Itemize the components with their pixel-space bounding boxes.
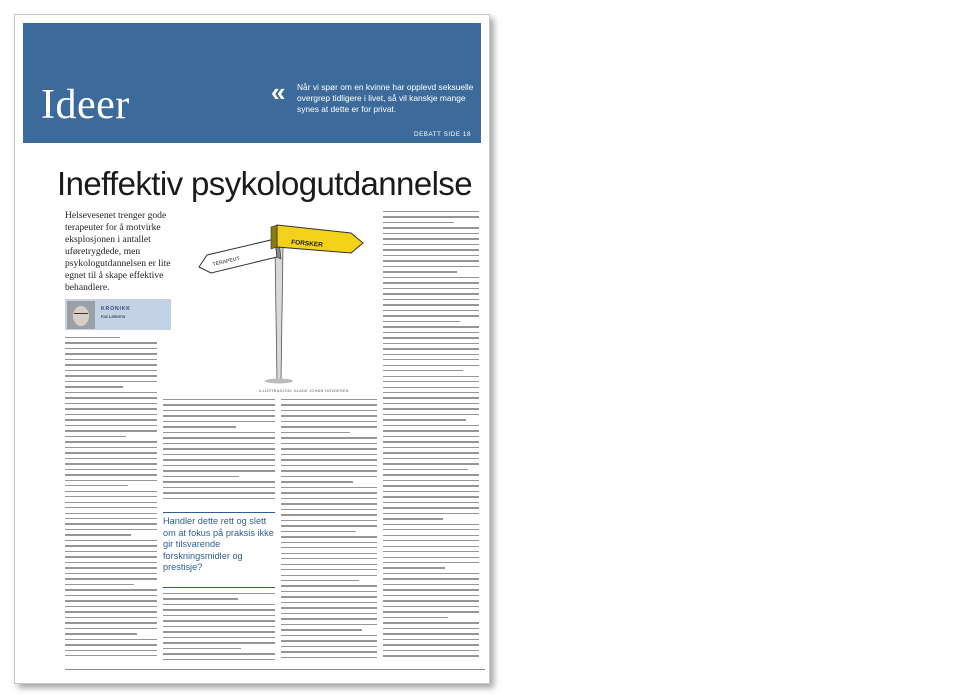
body-text-line [281,591,377,592]
body-text-line [281,426,377,427]
body-text-line [281,624,377,625]
body-text-line [281,646,377,647]
body-text-line [163,410,275,411]
body-text-line [163,459,275,460]
body-text-line [65,534,131,535]
body-text-line [281,651,377,652]
body-text-line [163,415,275,416]
body-text-line [383,469,468,470]
body-text-line [383,524,479,525]
body-text-line [383,436,479,437]
body-text-line [65,584,134,585]
body-text-line [65,430,157,431]
newspaper-page [14,14,490,684]
body-text-line [383,611,479,612]
sign-terapeut [199,239,281,273]
body-text-line [281,613,377,614]
body-text-line [65,370,157,371]
body-text-line [383,628,479,629]
body-text-line [383,408,479,409]
body-text-line [281,607,377,608]
body-text-line [163,615,275,616]
body-text-line [383,584,479,585]
body-text-line [281,580,359,581]
body-text-line [65,337,120,338]
body-text-line [65,480,157,481]
illustration-credit: ILLUSTRASJON: GLADE JOHAN HOVDESEN [259,389,349,393]
body-text-line [281,596,377,597]
body-text-line [65,600,157,601]
sign-right-label: FORSKER [290,239,324,249]
body-text-line [281,536,377,537]
body-text-line [383,315,479,316]
body-text-line [65,595,157,596]
body-text-line [383,332,479,333]
body-text-line [383,233,479,234]
body-text-line [383,441,479,442]
body-text-line [65,392,157,393]
body-text-line [281,443,377,444]
body-text-line [281,410,377,411]
body-text-line [163,465,275,466]
article-ingress: Helsevesenet trenger gode terapeuter for å motvirke eksplosjonen i antallet uføretrygdede, men psykologutdannelsen er lite egnet til å skape effektive behandlere. [65,210,171,293]
body-text-line [383,507,479,508]
body-text-line [65,628,157,629]
body-text-line [163,637,275,638]
body-text-line [65,523,157,524]
body-text-line [281,657,377,658]
body-text-line [163,476,239,477]
body-text-line [163,437,275,438]
body-text-line [281,542,377,543]
body-text-line [383,496,479,497]
body-text-line [163,426,236,427]
body-text-line [383,639,479,640]
page-footer [65,669,485,672]
body-text-line [65,469,157,470]
body-text-line [383,529,479,530]
body-text-line [65,622,157,623]
columnist-label: KRONIKK [101,306,131,312]
body-text-line [383,288,479,289]
body-text-line [383,238,479,239]
body-text-line [383,414,479,415]
body-text-line [281,553,377,554]
body-text-line [65,441,157,442]
body-text-line [65,518,157,519]
body-text-line [281,465,377,466]
body-text-line [383,260,479,261]
body-text-line [65,633,137,634]
body-text-line [163,443,275,444]
body-text-line [281,470,377,471]
body-text-line [65,562,157,563]
body-text-line [65,463,157,464]
body-text-line [383,326,479,327]
body-text-line [383,359,479,360]
body-text-line [383,458,479,459]
body-text-line [281,520,377,521]
body-text-line [65,578,157,579]
text-column-4 [383,211,479,665]
body-text-line [65,567,157,568]
body-text-line [383,546,479,547]
body-text-line [65,617,157,618]
body-text-line [65,513,157,514]
body-text-line [281,547,377,548]
body-text-line [383,480,479,481]
body-text-line [383,578,479,579]
body-text-line [65,381,157,382]
body-text-line [383,447,479,448]
text-column-1 [65,337,157,665]
body-text-line [383,222,454,223]
body-text-line [65,403,157,404]
body-text-line [383,617,448,618]
body-text-line [383,321,460,322]
body-text-line [383,600,479,601]
body-text-line [65,502,157,503]
body-text-line [65,408,157,409]
body-text-line [65,545,157,546]
body-text-line [383,376,479,377]
body-text-line [383,425,479,426]
body-text-line [163,498,275,499]
text-column-2 [163,399,275,507]
body-text-line [383,249,479,250]
pull-quote: Handler dette rett og slett om at fokus på praksis ikke gir tilsvarende forskningsmidler og prestisje? [163,516,274,572]
body-text-line [383,392,479,393]
body-text-line [281,399,377,400]
body-text-line [383,540,479,541]
body-text-line [65,650,157,651]
body-text-line [65,529,157,530]
body-text-line [383,622,479,623]
body-text-line [383,266,479,267]
pullquote-rule-top [163,512,275,513]
body-text-line [383,282,479,283]
body-text-line [163,648,241,649]
columnist-box [65,299,171,330]
body-text-line [281,503,377,504]
body-text-line [163,432,275,433]
body-text-line [65,485,128,486]
body-text-line [383,463,479,464]
body-text-line [281,421,377,422]
signpost-illustration [191,211,371,389]
text-column-3 [281,399,377,665]
body-text-line [163,642,275,643]
body-text-line [383,650,479,651]
body-text-line [281,509,377,510]
body-text-line [163,609,275,610]
sign-left-label: TERAPEUT [212,255,241,268]
body-text-line [383,337,479,338]
body-text-line [163,448,275,449]
body-text-line [281,481,353,482]
body-text-line [383,381,479,382]
body-text-line [65,556,157,557]
body-text-line [383,244,479,245]
body-text-line [383,518,443,519]
avatar [67,301,95,329]
body-text-line [383,567,445,568]
body-text-line [65,589,157,590]
body-text-line [383,655,479,656]
body-text-line [281,635,377,636]
body-text-line [281,629,362,630]
body-text-line [163,659,275,660]
body-text-line [65,452,157,453]
body-text-line [281,498,377,499]
body-text-line [65,342,157,343]
body-text-line [281,564,377,565]
body-text-line [163,481,275,482]
body-text-line [383,277,479,278]
body-text-line [383,430,479,431]
body-text-line [281,476,377,477]
body-text-line [65,507,157,508]
body-text-line [383,562,479,563]
body-text-line [65,491,157,492]
body-text-line [65,397,157,398]
body-text-line [383,633,479,634]
body-text-line [383,227,479,228]
text-column-2b [163,593,275,665]
quote-mark-icon: « [271,77,286,107]
teaser-reference: DEBATT SIDE 18 [414,131,471,138]
body-text-line [65,436,126,437]
article-headline: Ineffektiv psykologutdannelse [57,165,472,202]
body-text-line [281,459,377,460]
body-text-line [163,399,275,400]
body-text-line [281,487,377,488]
body-text-line [65,644,157,645]
body-text-line [65,386,123,387]
body-text-line [281,569,377,570]
body-text-line [65,655,157,656]
body-text-line [163,487,275,488]
body-text-line [65,639,157,640]
body-text-line [65,348,157,349]
body-text-line [281,585,377,586]
body-text-line [65,496,157,497]
body-text-line [163,620,275,621]
body-text-line [281,404,377,405]
body-text-line [281,448,377,449]
body-text-line [383,354,479,355]
body-text-line [383,513,479,514]
body-text-line [383,211,479,212]
body-text-line [163,492,275,493]
body-text-line [383,216,479,217]
body-text-line [281,575,377,576]
body-text-line [383,370,463,371]
body-text-line [65,474,157,475]
body-text-line [383,502,479,503]
body-text-line [281,558,377,559]
body-text-line [383,403,479,404]
body-text-line [281,602,377,603]
body-text-line [65,414,157,415]
body-text-line [65,540,157,541]
body-text-line [281,454,377,455]
body-text-line [65,611,157,612]
body-text-line [65,419,157,420]
body-text-line [65,458,157,459]
body-text-line [163,454,275,455]
body-text-line [281,640,377,641]
body-text-line [65,353,157,354]
body-text-line [163,598,238,599]
body-text-line [65,425,157,426]
body-text-line [383,551,479,552]
body-text-line [383,557,479,558]
body-text-line [383,299,479,300]
body-text-line [163,653,275,654]
body-text-line [163,631,275,632]
body-text-line [163,421,275,422]
body-text-line [383,485,479,486]
body-text-line [163,604,275,605]
body-text-line [383,491,479,492]
body-text-line [281,514,377,515]
columnist-name: Kai Leitemo [101,314,126,319]
body-text-line [383,595,479,596]
body-text-line [163,593,275,594]
body-text-line [65,364,157,365]
body-text-line [383,474,479,475]
body-text-line [383,589,479,590]
body-text-line [281,531,356,532]
teaser-quote: Når vi spør om en kvinne har opplevd seksuelle overgrep tidligere i livet, så vil kanskje mange synes at dette er for privat. [297,82,474,114]
body-text-line [65,606,157,607]
body-text-line [65,573,157,574]
body-text-line [383,310,479,311]
body-text-line [383,304,479,305]
section-title: Ideer [41,82,130,128]
body-text-line [383,419,466,420]
body-text-line [383,343,479,344]
body-text-line [281,437,377,438]
body-text-line [65,375,157,376]
body-text-line [383,387,479,388]
body-text-line [163,404,275,405]
pullquote-rule-bottom [163,587,275,588]
body-text-line [383,271,457,272]
body-text-line [383,452,479,453]
body-text-line [383,348,479,349]
body-text-line [383,397,479,398]
sign-forsker [271,225,363,253]
body-text-line [383,644,479,645]
body-text-line [383,365,479,366]
body-text-line [163,626,275,627]
body-text-line [163,470,275,471]
body-text-line [281,618,377,619]
body-text-line [383,293,479,294]
body-text-line [281,492,377,493]
body-text-line [281,525,377,526]
body-text-line [383,606,479,607]
body-text-line [383,535,479,536]
body-text-line [65,551,157,552]
body-text-line [65,447,157,448]
body-text-line [383,573,479,574]
body-text-line [281,415,377,416]
body-text-line [383,255,479,256]
body-text-line [281,432,350,433]
body-text-line [65,359,157,360]
